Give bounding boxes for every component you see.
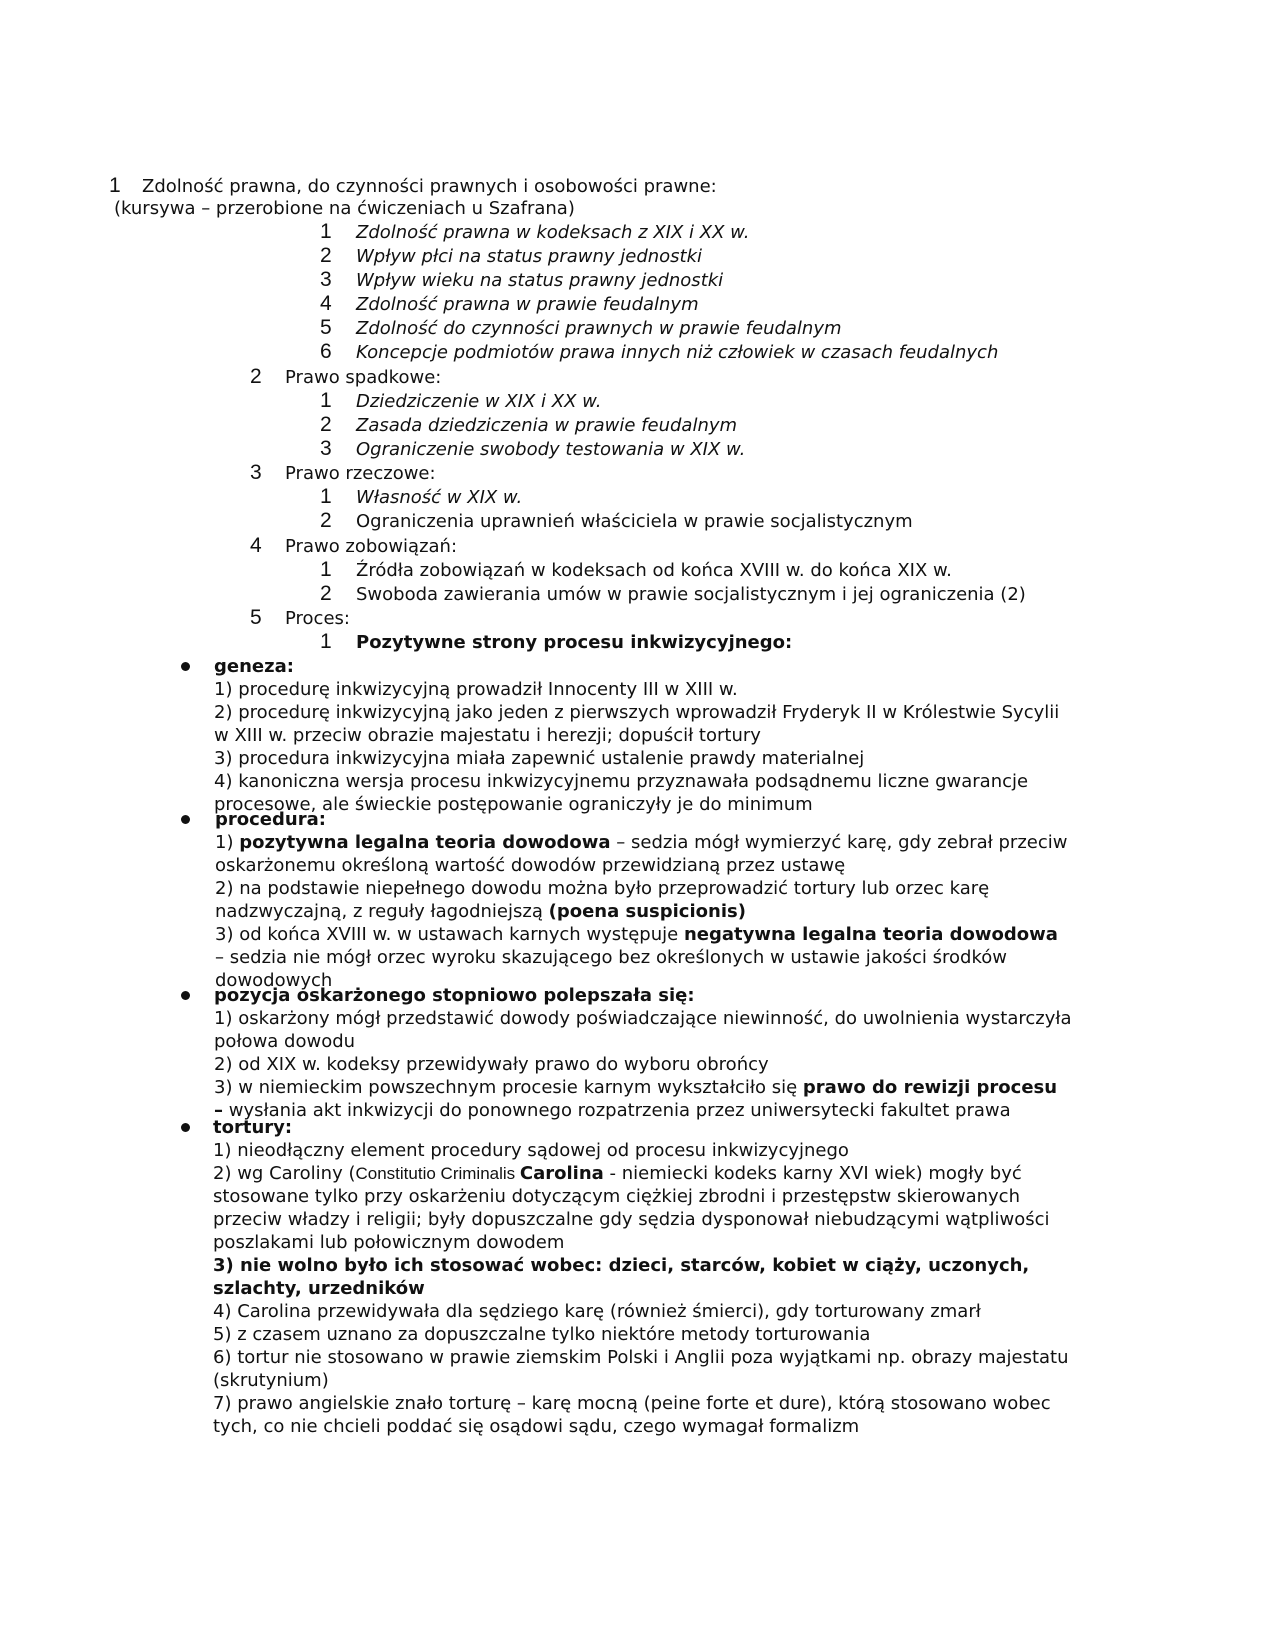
bullet-heading: procedura: xyxy=(215,809,326,830)
section-title: Prawo zobowiązań: xyxy=(285,536,458,557)
list-item: Zdolność do czynności prawnych w prawie feudalnym xyxy=(356,318,842,339)
bullet-line: 2) od XIX w. kodeksy przewidywały prawo do wyboru obrońcy xyxy=(214,1054,769,1075)
bullet-heading: tortury: xyxy=(213,1117,293,1138)
item-number: 5 xyxy=(320,316,332,339)
bullet-tortury xyxy=(213,1116,1069,1438)
item-number: 1 xyxy=(320,558,332,581)
bullet-line: 1) oskarżony mógł przedstawić dowody poświadczające niewinność, do uwolnienia wystarczyła xyxy=(214,1008,1072,1029)
bullet-line: 4) kanoniczna wersja procesu inkwizycyjnemu przyznawała podsądnemu liczne gwarancje xyxy=(214,771,1029,792)
bullet-line: szlachty, urzedników xyxy=(213,1278,425,1299)
section-title: Prawo rzeczowe: xyxy=(285,463,436,484)
bullet-line: 3) od końca XVIII w. w ustawach karnych występuje negatywna legalna teoria dowodowa xyxy=(215,924,1058,945)
bullet-pozycja xyxy=(214,984,1072,1122)
section-title: Prawo spadkowe: xyxy=(285,367,442,388)
bullet-line: – sedzia nie mógł orzec wyroku skazującego bez określonych w ustawie jakości środków xyxy=(215,947,1007,968)
item-number: 1 xyxy=(320,485,332,508)
list-item: Zdolność prawna w kodeksach z XIX i XX w. xyxy=(356,222,750,243)
bullet-icon xyxy=(181,662,190,671)
bullet-line: 3) nie wolno było ich stosować wobec: dzieci, starców, kobiet w ciąży, uczonych, xyxy=(213,1255,1030,1276)
bullet-procedura xyxy=(215,808,1067,992)
bullet-line: połowa dowodu xyxy=(214,1031,356,1052)
bullet-icon xyxy=(181,815,190,824)
section-number: 5 xyxy=(250,606,262,629)
item-number: 2 xyxy=(320,244,332,267)
bullet-line: – wysłania akt inkwizycji do ponownego rozpatrzenia przez uniwersytecki fakultet prawa xyxy=(214,1100,1011,1121)
bullet-line: 1) pozytywna legalna teoria dowodowa – sedzia mógł wymierzyć karę, gdy zebrał przeciw xyxy=(215,832,1068,853)
bullet-line: nadzwyczajną, z reguły łagodniejszą (poena suspicionis) xyxy=(215,901,746,922)
bullet-line: 2) procedurę inkwizycyjną jako jeden z pierwszych wprowadził Fryderyk II w Królestwie Sycylii xyxy=(214,702,1060,723)
item-number: 2 xyxy=(320,413,332,436)
section-number: 3 xyxy=(250,461,262,484)
item-number: 3 xyxy=(320,437,332,460)
section-note: (kursywa – przerobione na ćwiczeniach u Szafrana) xyxy=(114,198,575,219)
bullet-line: 2) na podstawie niepełnego dowodu można było przeprowadzić tortury lub orzec karę xyxy=(215,878,990,899)
section-number: 1 xyxy=(109,174,121,197)
list-item: Zasada dziedziczenia w prawie feudalnym xyxy=(356,415,738,436)
bullet-line: 4) Carolina przewidywała dla sędziego karę (również śmierci), gdy torturowany zmarł xyxy=(213,1301,981,1322)
list-item: Wpływ wieku na status prawny jednostki xyxy=(356,270,724,291)
list-item: Koncepcje podmiotów prawa innych niż człowiek w czasach feudalnych xyxy=(356,342,999,363)
item-number: 3 xyxy=(320,268,332,291)
list-item: Zdolność prawna w prawie feudalnym xyxy=(356,294,699,315)
bullet-line: tych, co nie chcieli poddać się osądowi sądu, czego wymagał formalizm xyxy=(213,1416,860,1437)
section-number: 2 xyxy=(250,365,262,388)
bullet-icon xyxy=(181,991,190,1000)
bullet-line: procesowe, ale świeckie postępowanie ograniczyły je do minimum xyxy=(214,794,813,815)
bullet-line: 1) nieodłączny element procedury sądowej od procesu inkwizycyjnego xyxy=(213,1140,849,1161)
item-number: 1 xyxy=(320,630,332,653)
list-item: Wpływ płci na status prawny jednostki xyxy=(356,246,703,267)
bullet-line: 3) w niemieckim powszechnym procesie karnym wykształciło się prawo do rewizji procesu xyxy=(214,1077,1058,1098)
bullet-line: 1) procedurę inkwizycyjną prowadził Innocenty III w XIII w. xyxy=(214,679,738,700)
bullet-line: oskarżonemu określoną wartość dowodów przewidzianą przez ustawę xyxy=(215,855,846,876)
bullet-line: (skrutynium) xyxy=(213,1370,329,1391)
bullet-line: 7) prawo angielskie znało torturę – karę mocną (peine forte et dure), którą stosowano wobec xyxy=(213,1393,1051,1414)
section-title: Zdolność prawna, do czynności prawnych i osobowości prawne: xyxy=(142,176,717,197)
bullet-geneza xyxy=(214,655,1059,816)
bullet-line: w XIII w. przeciw obrazie majestatu i herezji; dopuścił tortury xyxy=(214,725,761,746)
list-item: Ograniczenia uprawnień właściciela w prawie socjalistycznym xyxy=(356,511,913,532)
bullet-line: 5) z czasem uznano za dopuszczalne tylko niektóre metody torturowania xyxy=(213,1324,871,1345)
list-item: Źródła zobowiązań w kodeksach od końca XVIII w. do końca XIX w. xyxy=(356,560,952,581)
bullet-heading: pozycja oskarżonego stopniowo polepszała się: xyxy=(214,985,695,1006)
list-item: Swoboda zawierania umów w prawie socjalistycznym i jej ograniczenia (2) xyxy=(356,584,1026,605)
bullet-line: przeciw władzy i religii; były dopuszczalne gdy sędzia dysponował niebudzącymi wątpliwości xyxy=(213,1209,1050,1230)
bullet-line: poszlakami lub połowicznym dowodem xyxy=(213,1232,565,1253)
list-item: Pozytywne strony procesu inkwizycyjnego: xyxy=(356,632,793,653)
item-number: 1 xyxy=(320,220,332,243)
item-number: 4 xyxy=(320,292,332,315)
item-number: 1 xyxy=(320,389,332,412)
bullet-line: 6) tortur nie stosowano w prawie ziemskim Polski i Anglii poza wyjątkami np. obrazy majestatu xyxy=(213,1347,1069,1368)
list-item: Własność w XIX w. xyxy=(356,487,523,508)
bullet-line: 3) procedura inkwizycyjna miała zapewnić ustalenie prawdy materialnej xyxy=(214,748,865,769)
bullet-icon xyxy=(181,1123,190,1132)
list-item: Dziedziczenie w XIX i XX w. xyxy=(356,391,602,412)
item-number: 6 xyxy=(320,340,332,363)
bullet-line: 2) wg Caroliny (Constitutio Criminalis Carolina - niemiecki kodeks karny XVI wiek) mogły być xyxy=(213,1163,1022,1184)
bullet-heading: geneza: xyxy=(214,656,294,677)
bullet-line: dowodowych xyxy=(215,970,333,991)
section-number: 4 xyxy=(250,534,262,557)
item-number: 2 xyxy=(320,509,332,532)
item-number: 2 xyxy=(320,582,332,605)
list-item: Ograniczenie swobody testowania w XIX w. xyxy=(356,439,746,460)
section-title: Proces: xyxy=(285,608,350,629)
bullet-line: stosowane tylko przy oskarżeniu dotyczącym ciężkiej zbrodni i przestępstw skierowanych xyxy=(213,1186,1020,1207)
